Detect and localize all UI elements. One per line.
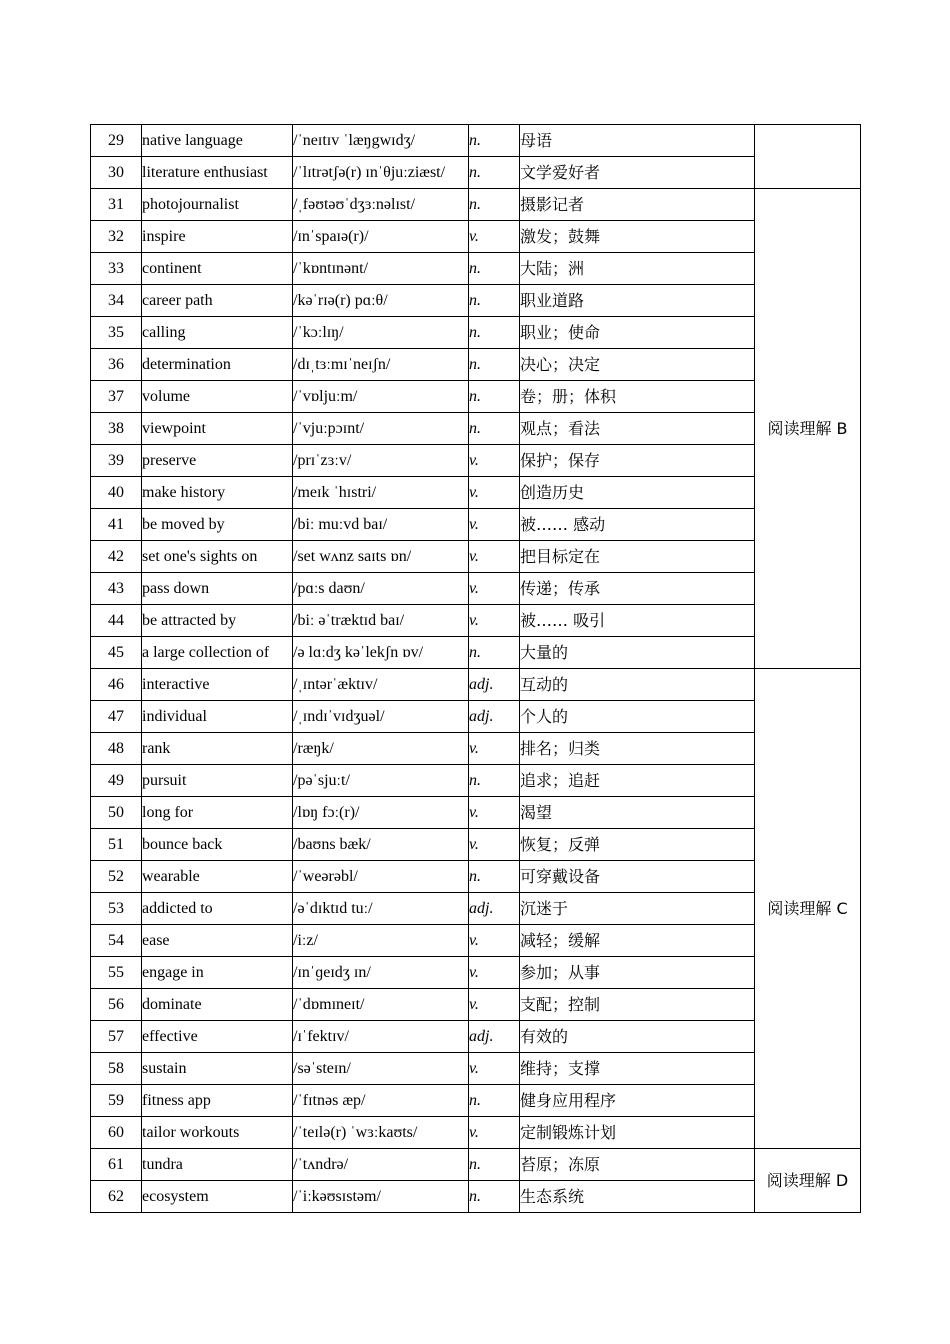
row-number: 41 (91, 509, 142, 541)
row-part-of-speech: v. (469, 733, 520, 765)
row-meaning: 观点；看法 (520, 413, 755, 445)
row-phonetic: /ˈkɒntɪnənt/ (293, 253, 469, 285)
row-phonetic: /ˈdɒmɪneɪt/ (293, 989, 469, 1021)
row-word: pass down (142, 573, 293, 605)
row-word: a large collection of (142, 637, 293, 669)
table-row (91, 893, 861, 925)
row-number: 61 (91, 1149, 142, 1181)
table-row (91, 1181, 861, 1213)
row-phonetic: /iːz/ (293, 925, 469, 957)
table-row (91, 221, 861, 253)
row-meaning: 个人的 (520, 701, 755, 733)
row-meaning: 参加；从事 (520, 957, 755, 989)
row-part-of-speech: v. (469, 541, 520, 573)
row-part-of-speech: n. (469, 381, 520, 413)
row-phonetic: /ˈlɪtrətʃə(r) ɪnˈθjuːziæst/ (293, 157, 469, 189)
row-phonetic: /ˈneɪtɪv ˈlæŋgwɪdʒ/ (293, 125, 469, 157)
table-row (91, 1085, 861, 1117)
row-part-of-speech: v. (469, 957, 520, 989)
row-meaning: 决心；决定 (520, 349, 755, 381)
table-row (91, 317, 861, 349)
table-row (91, 189, 861, 221)
row-meaning: 被…… 感动 (520, 509, 755, 541)
row-phonetic: /lɒŋ fɔː(r)/ (293, 797, 469, 829)
row-phonetic: /ˌfəʊtəʊˈdʒɜːnəlɪst/ (293, 189, 469, 221)
table-row (91, 157, 861, 189)
row-meaning: 减轻；缓解 (520, 925, 755, 957)
table-row (91, 669, 861, 701)
row-meaning: 大陆；洲 (520, 253, 755, 285)
row-part-of-speech: n. (469, 413, 520, 445)
row-phonetic: /ɪˈfektɪv/ (293, 1021, 469, 1053)
row-word: rank (142, 733, 293, 765)
row-phonetic: /meɪk ˈhɪstri/ (293, 477, 469, 509)
row-phonetic: /səˈsteɪn/ (293, 1053, 469, 1085)
row-phonetic: /kəˈrɪə(r) pɑːθ/ (293, 285, 469, 317)
row-word: pursuit (142, 765, 293, 797)
row-number: 33 (91, 253, 142, 285)
table-row (91, 413, 861, 445)
row-phonetic: /set wʌnz saɪts ɒn/ (293, 541, 469, 573)
row-meaning: 支配；控制 (520, 989, 755, 1021)
row-part-of-speech: n. (469, 189, 520, 221)
row-number: 52 (91, 861, 142, 893)
table-row (91, 605, 861, 637)
row-part-of-speech: v. (469, 221, 520, 253)
row-word: sustain (142, 1053, 293, 1085)
row-word: preserve (142, 445, 293, 477)
row-word: inspire (142, 221, 293, 253)
row-phonetic: /ˈweərəbl/ (293, 861, 469, 893)
row-number: 32 (91, 221, 142, 253)
row-word: be moved by (142, 509, 293, 541)
row-number: 44 (91, 605, 142, 637)
row-number: 59 (91, 1085, 142, 1117)
row-number: 56 (91, 989, 142, 1021)
row-meaning: 追求；追赶 (520, 765, 755, 797)
row-number: 48 (91, 733, 142, 765)
row-part-of-speech: n. (469, 157, 520, 189)
row-word: addicted to (142, 893, 293, 925)
row-number: 29 (91, 125, 142, 157)
row-phonetic: /əˈdɪktɪd tuː/ (293, 893, 469, 925)
row-part-of-speech: v. (469, 829, 520, 861)
table-row (91, 797, 861, 829)
section-label: 阅读理解 B (755, 189, 861, 669)
row-part-of-speech: n. (469, 125, 520, 157)
row-number: 35 (91, 317, 142, 349)
row-word: long for (142, 797, 293, 829)
row-word: tailor workouts (142, 1117, 293, 1149)
row-meaning: 定制锻炼计划 (520, 1117, 755, 1149)
row-word: tundra (142, 1149, 293, 1181)
row-part-of-speech: v. (469, 1117, 520, 1149)
table-row (91, 381, 861, 413)
row-phonetic: /ræŋk/ (293, 733, 469, 765)
row-meaning: 大量的 (520, 637, 755, 669)
row-word: career path (142, 285, 293, 317)
row-word: determination (142, 349, 293, 381)
row-meaning: 职业道路 (520, 285, 755, 317)
table-row (91, 701, 861, 733)
row-part-of-speech: v. (469, 509, 520, 541)
row-meaning: 生态系统 (520, 1181, 755, 1213)
row-word: interactive (142, 669, 293, 701)
table-row (91, 285, 861, 317)
row-meaning: 健身应用程序 (520, 1085, 755, 1117)
row-meaning: 维持；支撑 (520, 1053, 755, 1085)
table-row (91, 541, 861, 573)
row-number: 30 (91, 157, 142, 189)
table-row (91, 861, 861, 893)
row-number: 62 (91, 1181, 142, 1213)
table-row (91, 829, 861, 861)
row-number: 31 (91, 189, 142, 221)
row-word: make history (142, 477, 293, 509)
row-number: 39 (91, 445, 142, 477)
row-meaning: 母语 (520, 125, 755, 157)
row-meaning: 苔原；冻原 (520, 1149, 755, 1181)
vocabulary-table (90, 124, 861, 1213)
row-meaning: 创造历史 (520, 477, 755, 509)
row-number: 49 (91, 765, 142, 797)
row-meaning: 恢复；反弹 (520, 829, 755, 861)
section-label: 阅读理解 D (755, 1149, 861, 1213)
row-part-of-speech: n. (469, 1181, 520, 1213)
row-number: 54 (91, 925, 142, 957)
row-number: 43 (91, 573, 142, 605)
row-part-of-speech: adj. (469, 1021, 520, 1053)
row-word: set one's sights on (142, 541, 293, 573)
row-part-of-speech: n. (469, 1085, 520, 1117)
row-phonetic: /ɪnˈɡeɪdʒ ɪn/ (293, 957, 469, 989)
row-number: 45 (91, 637, 142, 669)
row-number: 36 (91, 349, 142, 381)
table-row (91, 989, 861, 1021)
row-number: 50 (91, 797, 142, 829)
row-part-of-speech: v. (469, 925, 520, 957)
section-label (755, 125, 861, 189)
row-word: volume (142, 381, 293, 413)
row-phonetic: /biː əˈtræktɪd baɪ/ (293, 605, 469, 637)
table-row (91, 1021, 861, 1053)
row-part-of-speech: n. (469, 253, 520, 285)
row-part-of-speech: v. (469, 1053, 520, 1085)
row-meaning: 排名；归类 (520, 733, 755, 765)
row-meaning: 沉迷于 (520, 893, 755, 925)
row-number: 58 (91, 1053, 142, 1085)
row-number: 46 (91, 669, 142, 701)
row-word: engage in (142, 957, 293, 989)
row-part-of-speech: n. (469, 861, 520, 893)
section-label: 阅读理解 C (755, 669, 861, 1149)
row-part-of-speech: v. (469, 477, 520, 509)
table-row (91, 733, 861, 765)
row-word: calling (142, 317, 293, 349)
row-word: bounce back (142, 829, 293, 861)
row-phonetic: /ˈteɪlə(r) ˈwɜːkaʊts/ (293, 1117, 469, 1149)
row-number: 42 (91, 541, 142, 573)
row-word: continent (142, 253, 293, 285)
table-row (91, 253, 861, 285)
row-phonetic: /ˌɪntərˈæktɪv/ (293, 669, 469, 701)
row-phonetic: /ˈkɔːlɪŋ/ (293, 317, 469, 349)
table-row (91, 445, 861, 477)
row-word: ecosystem (142, 1181, 293, 1213)
vocabulary-table-body (91, 125, 861, 1213)
row-word: individual (142, 701, 293, 733)
row-number: 40 (91, 477, 142, 509)
table-row (91, 349, 861, 381)
row-part-of-speech: v. (469, 797, 520, 829)
row-part-of-speech: n. (469, 349, 520, 381)
row-phonetic: /ˈiːkəʊsɪstəm/ (293, 1181, 469, 1213)
row-number: 60 (91, 1117, 142, 1149)
row-word: viewpoint (142, 413, 293, 445)
row-phonetic: /biː muːvd baɪ/ (293, 509, 469, 541)
row-number: 47 (91, 701, 142, 733)
table-row (91, 509, 861, 541)
row-number: 38 (91, 413, 142, 445)
row-part-of-speech: v. (469, 989, 520, 1021)
row-phonetic: /ˌɪndɪˈvɪdʒuəl/ (293, 701, 469, 733)
row-phonetic: /prɪˈzɜːv/ (293, 445, 469, 477)
row-phonetic: /ˈvjuːpɔɪnt/ (293, 413, 469, 445)
row-part-of-speech: adj. (469, 893, 520, 925)
row-word: dominate (142, 989, 293, 1021)
row-word: effective (142, 1021, 293, 1053)
row-part-of-speech: n. (469, 765, 520, 797)
row-phonetic: /dɪˌtɜːmɪˈneɪʃn/ (293, 349, 469, 381)
row-part-of-speech: v. (469, 445, 520, 477)
row-number: 34 (91, 285, 142, 317)
table-row (91, 925, 861, 957)
row-meaning: 保护；保存 (520, 445, 755, 477)
table-row (91, 1149, 861, 1181)
table-row (91, 573, 861, 605)
row-phonetic: /ˈvɒljuːm/ (293, 381, 469, 413)
row-meaning: 卷；册；体积 (520, 381, 755, 413)
row-part-of-speech: n. (469, 637, 520, 669)
row-meaning: 传递；传承 (520, 573, 755, 605)
row-phonetic: /pəˈsjuːt/ (293, 765, 469, 797)
row-part-of-speech: v. (469, 605, 520, 637)
row-part-of-speech: n. (469, 317, 520, 349)
row-part-of-speech: adj. (469, 669, 520, 701)
row-number: 51 (91, 829, 142, 861)
row-part-of-speech: adj. (469, 701, 520, 733)
table-row (91, 477, 861, 509)
row-meaning: 有效的 (520, 1021, 755, 1053)
row-word: photojournalist (142, 189, 293, 221)
row-phonetic: /ˈtʌndrə/ (293, 1149, 469, 1181)
row-meaning: 渴望 (520, 797, 755, 829)
row-meaning: 把目标定在 (520, 541, 755, 573)
table-row (91, 765, 861, 797)
row-meaning: 互动的 (520, 669, 755, 701)
row-word: fitness app (142, 1085, 293, 1117)
table-row (91, 957, 861, 989)
row-number: 37 (91, 381, 142, 413)
row-word: native language (142, 125, 293, 157)
row-phonetic: /pɑːs daʊn/ (293, 573, 469, 605)
row-meaning: 被…… 吸引 (520, 605, 755, 637)
row-word: wearable (142, 861, 293, 893)
row-phonetic: /ˈfɪtnəs æp/ (293, 1085, 469, 1117)
row-phonetic: /ɪnˈspaɪə(r)/ (293, 221, 469, 253)
row-meaning: 摄影记者 (520, 189, 755, 221)
table-row (91, 637, 861, 669)
row-part-of-speech: n. (469, 1149, 520, 1181)
row-meaning: 可穿戴设备 (520, 861, 755, 893)
table-row (91, 1053, 861, 1085)
row-word: be attracted by (142, 605, 293, 637)
row-part-of-speech: n. (469, 285, 520, 317)
table-row (91, 125, 861, 157)
row-meaning: 文学爱好者 (520, 157, 755, 189)
row-phonetic: /baʊns bæk/ (293, 829, 469, 861)
row-word: ease (142, 925, 293, 957)
row-number: 57 (91, 1021, 142, 1053)
row-word: literature enthusiast (142, 157, 293, 189)
row-number: 53 (91, 893, 142, 925)
row-part-of-speech: v. (469, 573, 520, 605)
row-meaning: 职业；使命 (520, 317, 755, 349)
row-phonetic: /ə lɑːdʒ kəˈlekʃn ɒv/ (293, 637, 469, 669)
row-number: 55 (91, 957, 142, 989)
row-meaning: 激发；鼓舞 (520, 221, 755, 253)
table-row (91, 1117, 861, 1149)
